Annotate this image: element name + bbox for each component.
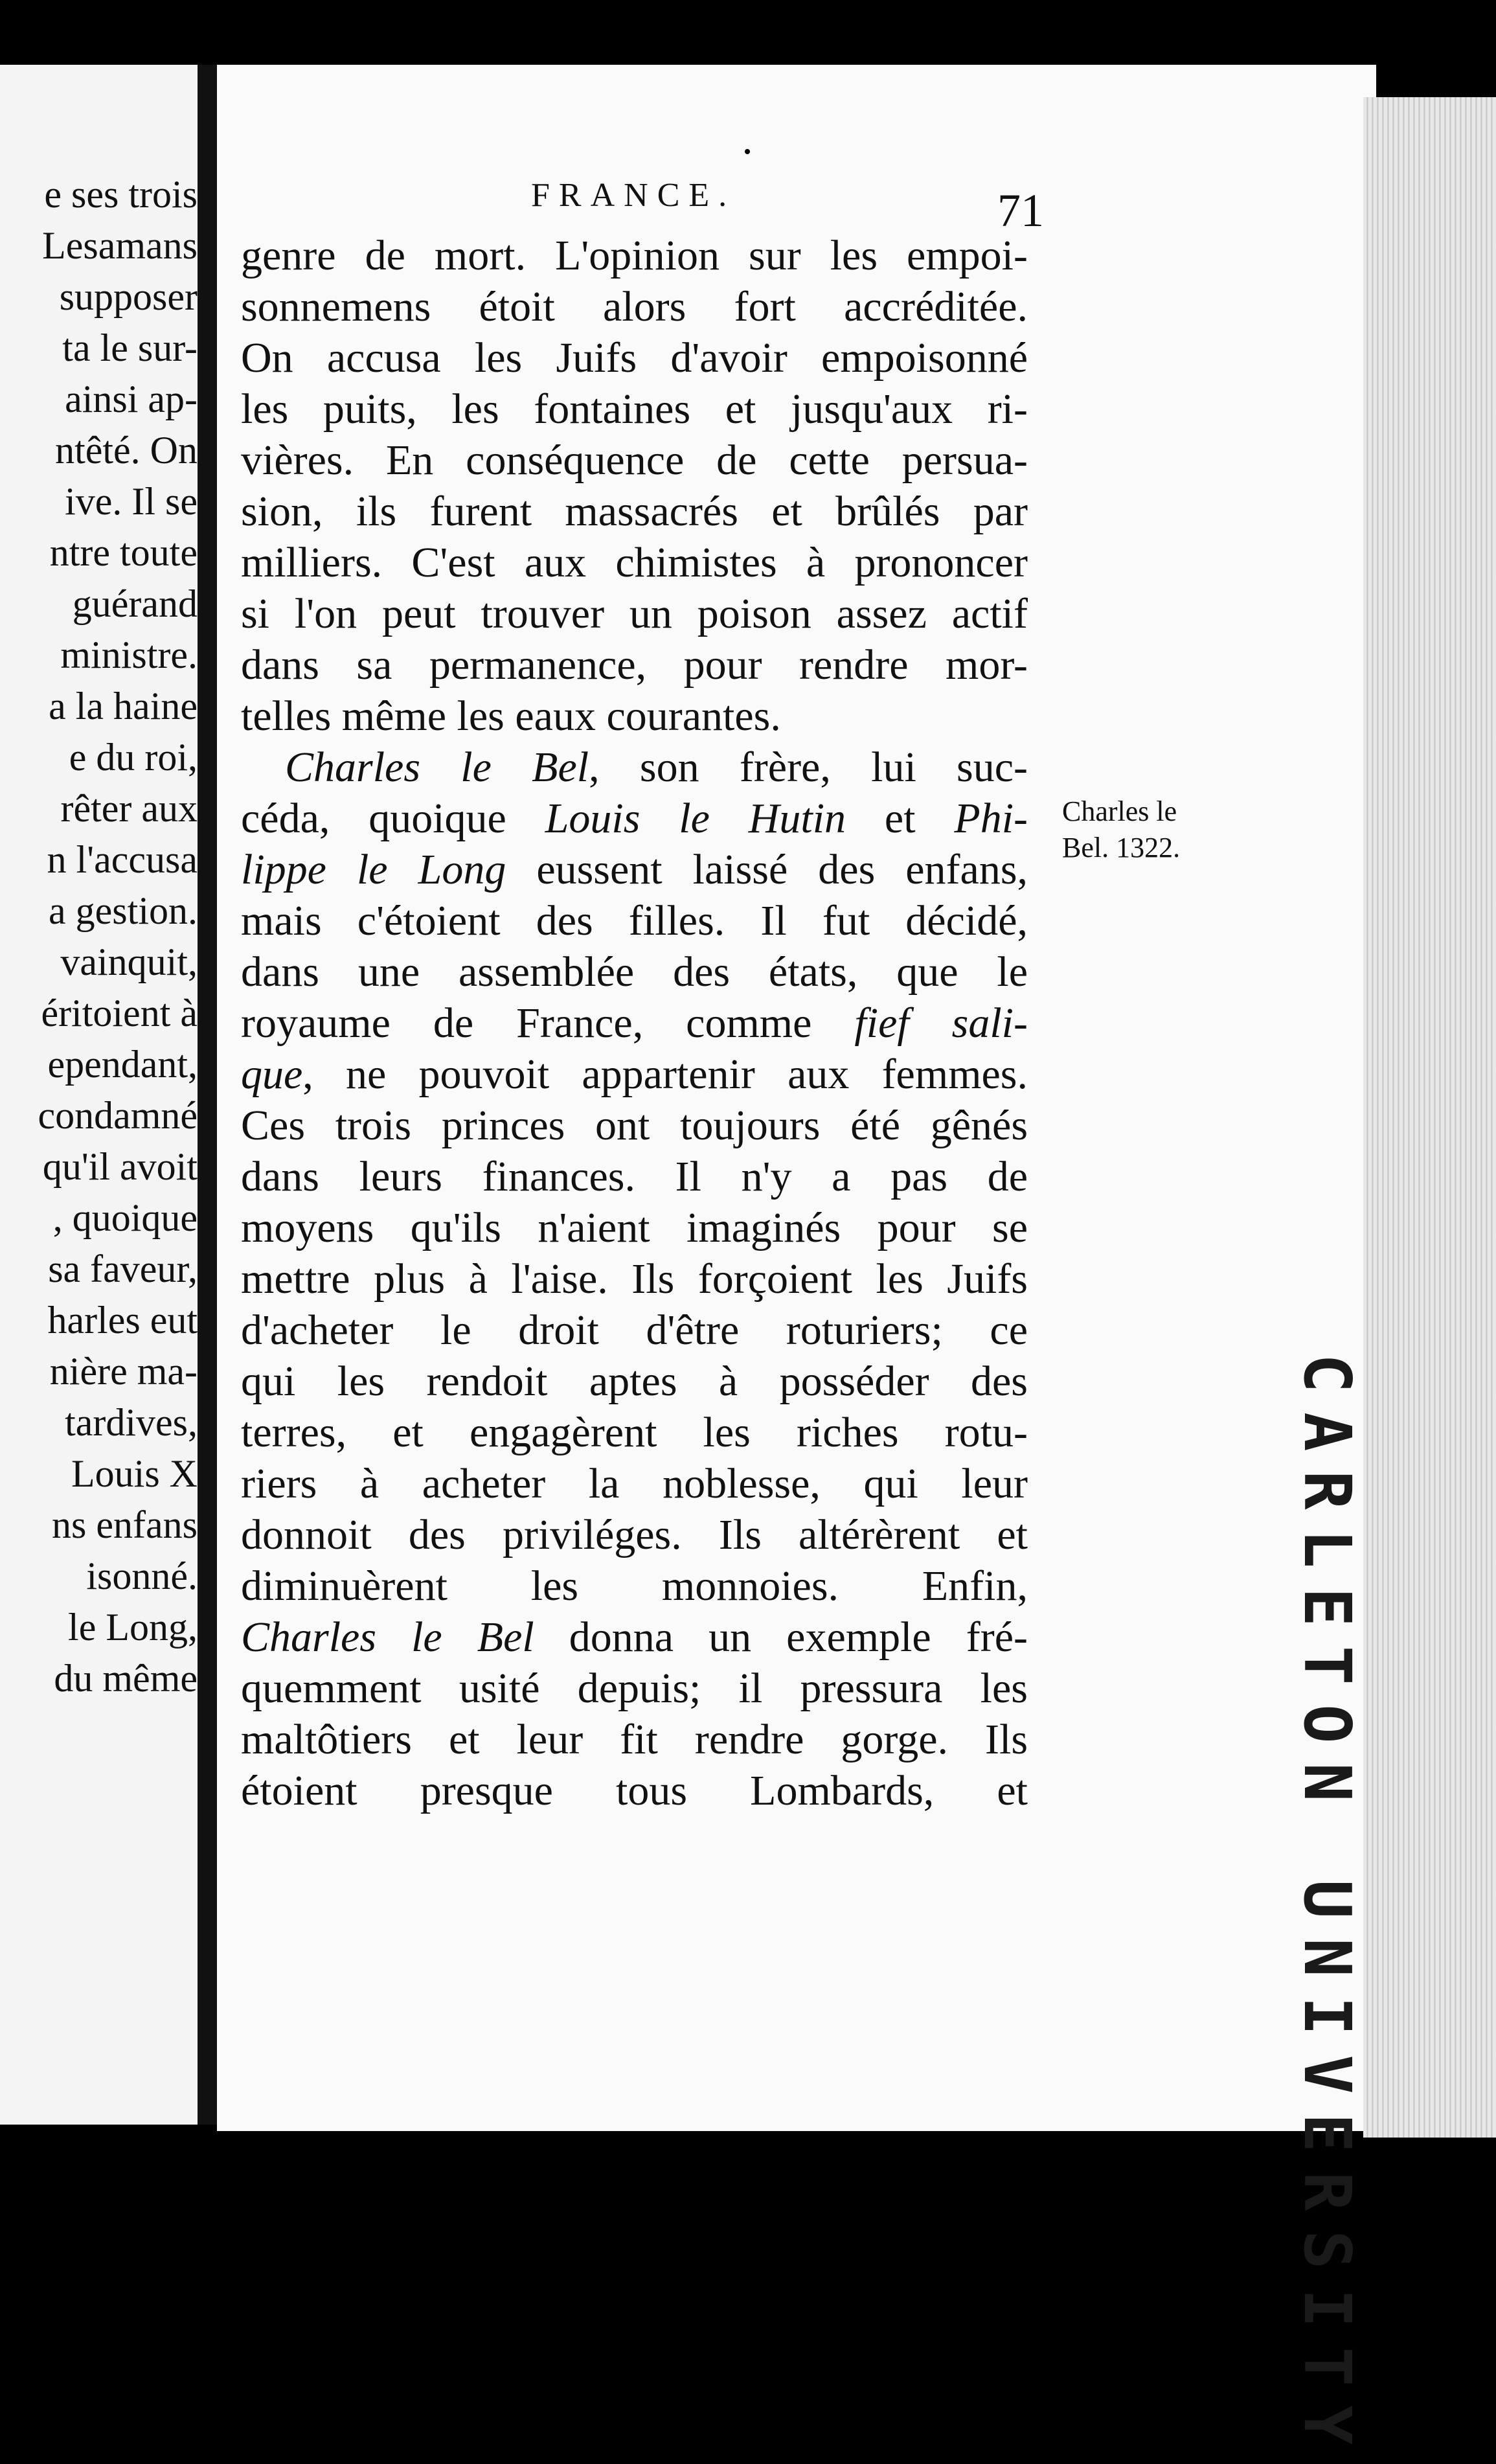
body-line: quemment usité depuis; il pressura les [241,1665,1028,1712]
margin-note-line: Bel. 1322. [1062,832,1181,863]
body-line: céda, quoique Louis le Hutin et Phi- [241,795,1028,842]
body-line: milliers. C'est aux chimistes à prononcer [241,539,1028,586]
body-line: sion, ils furent massacrés et brûlés par [241,488,1028,535]
left-page-line: Louis X [71,1452,198,1495]
body-line: étoient presque tous Lombards, et [241,1767,1028,1814]
body-line: vières. En conséquence de cette persua- [241,437,1028,484]
body-line: Charles le Bel, son frère, lui suc- [285,744,1028,791]
left-page-line: sa faveur, [48,1248,198,1290]
body-line: mettre plus à l'aise. Ils forçoient les Juifs [241,1255,1028,1303]
body-line: moyens qu'ils n'aient imaginés pour se [241,1204,1028,1251]
left-page-line: nière ma- [49,1350,198,1393]
body-line: On accusa les Juifs d'avoir empoisonné [241,334,1028,382]
left-page-line: n l'accusa [47,838,198,881]
left-page-line: condamné [38,1094,198,1137]
body-line: Charles le Bel donna un exemple fré- [241,1614,1028,1661]
left-page-line: le Long, [68,1606,198,1648]
left-page-line: isonné. [86,1555,198,1597]
body-line: qui les rendoit aptes à posséder des [241,1358,1028,1405]
left-page-line: ependant, [47,1043,198,1086]
body-line: les puits, les fontaines et jusqu'aux ri- [241,385,1028,433]
body-line: mais c'étoient des filles. Il fut décidé, [241,897,1028,944]
body-line: si l'on peut trouver un poison assez actif [241,590,1028,637]
body-line: dans leurs finances. Il n'y a pas de [241,1153,1028,1200]
left-page-line: e ses trois [44,173,198,216]
body-line: riers à acheter la noblesse, qui leur [241,1460,1028,1507]
book-gutter [198,65,217,2125]
body-line: genre de mort. L'opinion sur les empoi- [241,232,1028,279]
left-page [0,65,198,2125]
body-line: dans une assemblée des états, que le [241,948,1028,996]
margin-note-line: Charles le [1062,795,1177,827]
body-line: d'acheter le droit d'être roturiers; ce [241,1306,1028,1354]
body-line: que, ne pouvoit appartenir aux femmes. [241,1051,1028,1098]
body-line: maltôtiers et leur fit rendre gorge. Ils [241,1716,1028,1763]
left-page-line: e du roi, [69,736,198,779]
left-page-line: ntêté. On [55,429,198,472]
body-line: diminuèrent les monnoies. Enfin, [241,1562,1028,1610]
body-line: telles même les eaux courantes. [241,692,781,740]
running-title: FRANCE. [531,177,736,214]
left-page-line: ta le sur- [62,326,198,369]
left-page-line: tardives, [65,1401,198,1444]
left-page-line: ministre. [60,633,198,676]
left-page-line: ntre toute [49,531,198,574]
page-number: 71 [997,185,1044,236]
left-page-line: Lesamans [42,224,198,267]
body-line: royaume de France, comme fief sali- [241,999,1028,1047]
body-line: terres, et engagèrent les riches rotu- [241,1409,1028,1456]
left-page-line: vainquit, [60,941,198,983]
scan-speck [745,149,750,154]
margin-note [1062,793,1218,866]
left-page-line: guérand [72,582,198,625]
left-page-line: supposer [59,275,198,318]
left-page-line: a la haine [49,685,198,727]
left-page-line: rêter aux [60,787,198,830]
left-page-line: , quoique [52,1196,198,1239]
left-page-line: éritoient à [41,992,198,1034]
body-line: donnoit des priviléges. Ils altérèrent et [241,1511,1028,1558]
left-page-line: du même [54,1657,198,1700]
library-stamp: CARLETON UNIVERSITY [1289,1354,1365,2464]
body-line: Ces trois princes ont toujours été gênés [241,1102,1028,1149]
left-page-line: ns enfans [52,1503,198,1546]
left-page-line: qu'il avoit [42,1145,198,1188]
left-page-line: ainsi ap- [65,378,198,420]
body-line: sonnemens étoit alors fort accréditée. [241,283,1028,330]
scan-speck [1311,36,1319,43]
left-page-line: a gestion. [49,889,198,932]
left-page-line: harles eut [47,1299,198,1341]
left-page-line: ive. Il se [65,480,198,523]
body-line: lippe le Long eussent laissé des enfans, [241,846,1028,893]
body-line: dans sa permanence, pour rendre mor- [241,641,1028,689]
page-edges [1363,97,1496,2138]
